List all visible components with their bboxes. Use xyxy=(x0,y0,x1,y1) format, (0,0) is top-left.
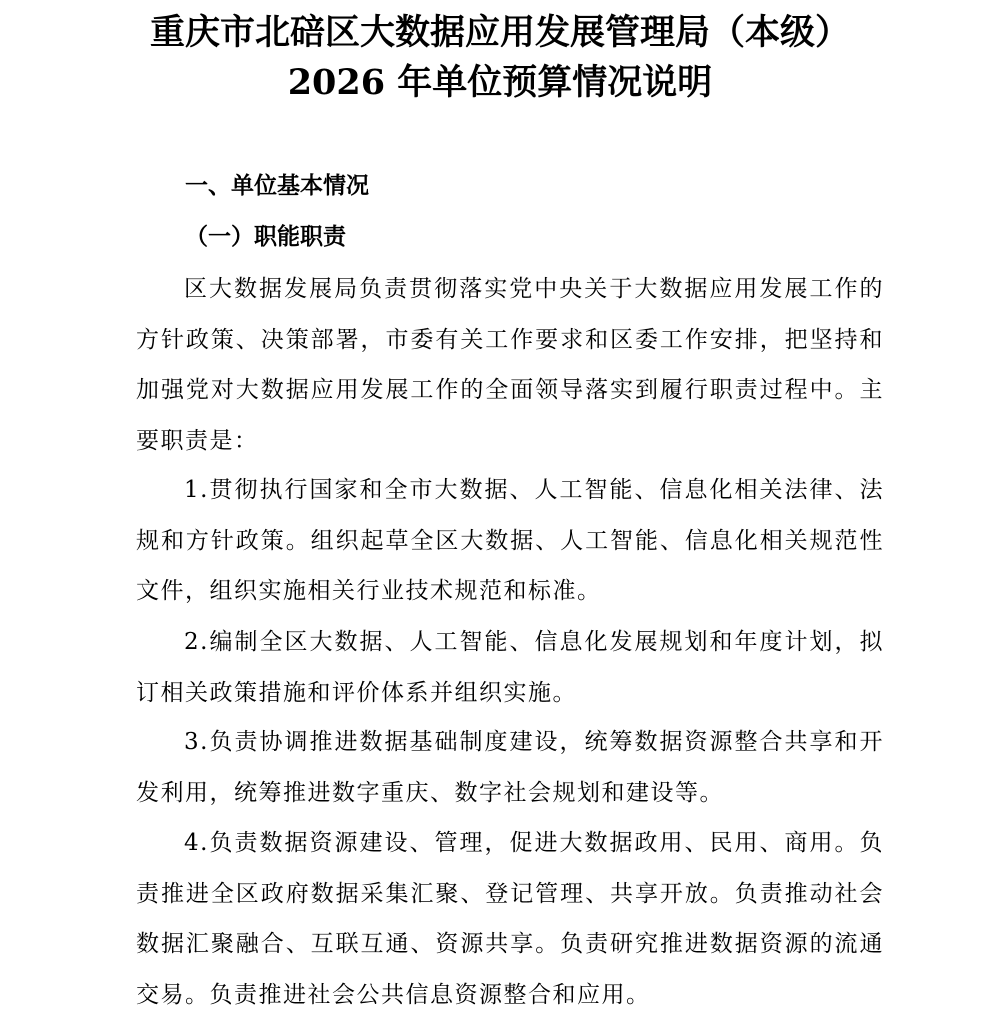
section-heading-basic-info: 一、单位基本情况 xyxy=(185,173,369,199)
duty-paragraph-4: 4.负责数据资源建设、管理，促进大数据政用、民用、商用。负责推进全区政府数据采集汇聚、登记管理、共享开放。负责推动社会数据汇聚融合、互联互通、资源共享。负责研究推进数据资源的流通交易。负责推进社会公共信息资源整合和应用。 xyxy=(136,830,884,1008)
duty-paragraph-2: 2.编制全区大数据、人工智能、信息化发展规划和年度计划，拟订相关政策措施和评价体系并组织实施。 xyxy=(136,629,884,706)
duty-paragraph-1: 1.贯彻执行国家和全市大数据、人工智能、信息化相关法律、法规和方针政策。组织起草全区大数据、人工智能、信息化相关规范性文件，组织实施相关行业技术规范和标准。 xyxy=(136,477,884,604)
duty-paragraph-3: 3.负责协调推进数据基础制度建设，统筹数据资源整合共享和开发利用，统筹推进数字重庆、数字社会规划和建设等。 xyxy=(136,729,884,806)
subsection-heading-functions: （一）职能职责 xyxy=(185,223,346,250)
document-title-line1: 重庆市北碚区大数据应用发展管理局（本级） xyxy=(149,12,850,53)
document-title-line2: 2026 年单位预算情况说明 xyxy=(287,62,713,103)
intro-paragraph: 区大数据发展局负责贯彻落实党中央关于大数据应用发展工作的方针政策、决策部署，市委有关工作要求和区委工作安排，把坚持和加强党对大数据应用发展工作的全面领导落实到履行职责过程中。主要职责是： xyxy=(136,276,884,454)
